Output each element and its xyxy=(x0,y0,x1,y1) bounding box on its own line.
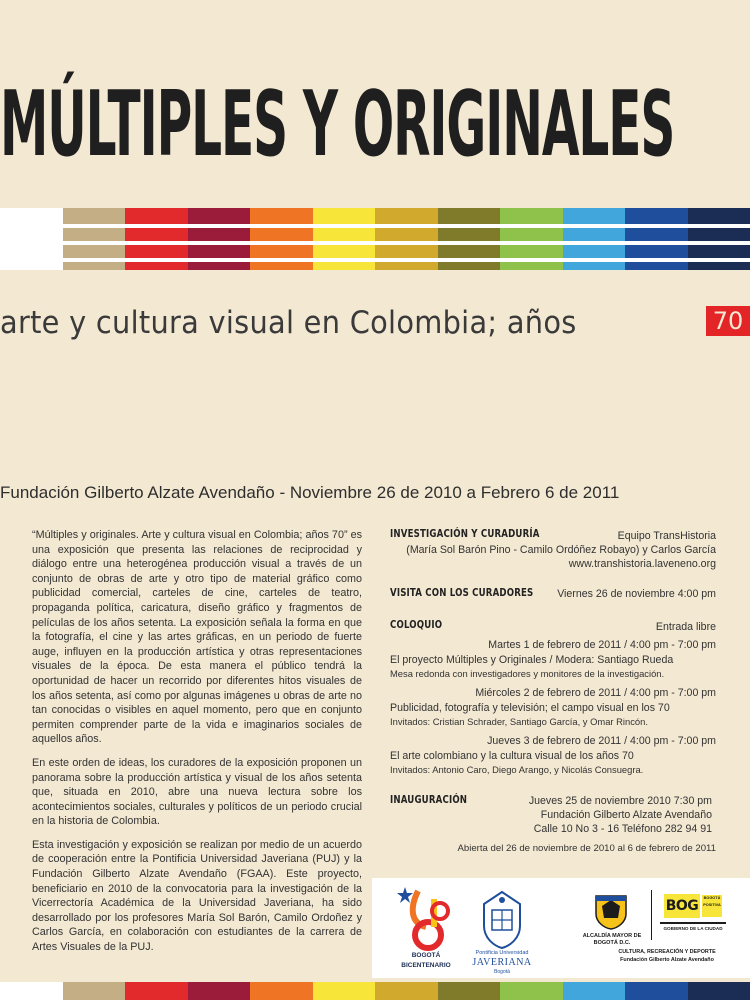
venue-dates-line: Fundación Gilberto Alzate Avendaño - Noviembre 26 de 2010 a Febrero 6 de 2011 xyxy=(0,483,620,502)
session-topic: El arte colombiano y la cultura visual de los años 70 xyxy=(390,750,634,762)
stripe-divider xyxy=(0,241,750,245)
visita-section xyxy=(390,587,716,607)
logo-divider xyxy=(651,890,652,940)
color-stripe xyxy=(563,982,626,1000)
bicentenario-logo xyxy=(396,883,456,963)
bog-side-label: BOGOTÁ POSITIVA xyxy=(702,895,722,917)
session-topic: Publicidad, fotografía y televisión; el campo visual en los 70 xyxy=(390,702,670,714)
color-stripe xyxy=(125,982,188,1000)
entry-note: Entrada libre xyxy=(655,621,716,633)
color-stripe xyxy=(438,982,501,1000)
alcaldia-label: ALCALDÍA MAYOR DE BOGOTÁ D.C. xyxy=(582,933,642,946)
javeriana-name: JAVERIANA xyxy=(472,957,532,968)
description-paragraph: Esta investigación y exposición se realizan por medio de un acuerdo de cooperación entre la Pontificia Universidad Javeriana (PUJ) y la Fundación Gilberto Alzate Avendaño (FGAA). Este proyecto, beneficiario en 2010 de la convocatoria para la investigación de la Vicerrectoría Académica de la Universidad Javeriana, ha sido desarrollado por los profesores María Sol Barón, Camilo Ordoñez y Carlos García, en colaboración con estudiantes de la carrera de Artes Visuales de la PUJ. xyxy=(32,838,362,954)
color-stripe xyxy=(375,982,438,1000)
color-stripe xyxy=(625,982,688,1000)
coloquio-section xyxy=(390,619,716,789)
poster-title: MÚLTIPLES Y ORIGINALES xyxy=(0,72,675,177)
color-stripe xyxy=(250,982,313,1000)
inauguracion-address: Calle 10 No 3 - 16 Teléfono 282 94 91 xyxy=(533,823,712,835)
color-stripe xyxy=(500,982,563,1000)
description-paragraph: “Múltiples y originales. Arte y cultura visual en Colombia; años 70” es una exposición que presenta las relaciones de reciprocidad y diálogo entre una heterogénea producción visual a través de un conjunto de obras de arte y otro tipo de material gráfico como publicidad comercial, carteles de cine, carteles de teatro, propaganda política, caricatura, diseño gráfico y fragmentos de películas de los años setenta. La exposición señala la forma en que la fotografía, el cine y las artes gráficas, en un periodo de fuerte auge, influyen en la producción artística y otras representaciones visuales de la época. De esta manera el público tendrá la oportunidad de hacer un recorrido por diferentes hitos visuales de los años setenta, así como por algunas imágenes u obras de arte no tan conocidas o visibles en aquel momento, pero que en conjunto permiten comprender parte de la vida e imaginarios sociales de aquellos años. xyxy=(32,529,362,746)
color-stripe xyxy=(63,982,126,1000)
color-stripe xyxy=(188,982,251,1000)
sponsor-logos xyxy=(372,878,750,978)
cultura-label: CULTURA, RECREACIÓN Y DEPORTE xyxy=(618,949,716,955)
team-website[interactable]: www.transhistoria.laveneno.org xyxy=(568,558,716,570)
section-heading: INAUGURACIÓN xyxy=(390,794,468,806)
color-stripe xyxy=(0,982,63,1000)
inauguracion-section xyxy=(390,794,716,864)
bogota-shield-icon xyxy=(594,894,628,930)
session-guests: Mesa redonda con investigadores y monitores de la investigación. xyxy=(390,668,665,679)
color-stripe xyxy=(688,982,750,1000)
decade-badge: 70 xyxy=(706,306,750,336)
javeriana-city: Bogotá xyxy=(494,969,510,975)
bog-mark: BOG xyxy=(664,894,700,918)
javeriana-crest-icon xyxy=(474,888,530,950)
session-guests: Invitados: Antonio Caro, Diego Arango, y Nicolás Consuegra. xyxy=(390,764,644,775)
section-heading: COLOQUIO xyxy=(390,619,443,631)
color-stripe xyxy=(313,982,376,1000)
session-date: Jueves 3 de febrero de 2011 / 4:00 pm - 7:00 pm xyxy=(487,735,716,747)
session-guests: Invitados: Cristian Schrader, Santiago García, y Omar Rincón. xyxy=(390,716,648,727)
stripe-divider xyxy=(0,224,750,228)
team-name: Equipo TransHistoria xyxy=(617,530,716,542)
session-date: Martes 1 de febrero de 2011 / 4:00 pm - 7:00 pm xyxy=(488,639,716,651)
javeriana-label: Pontificia Universidad xyxy=(475,950,529,956)
bicentenario-text-top: BOGOTÁ xyxy=(411,952,441,959)
section-heading: INVESTIGACIÓN Y CURADURÍA xyxy=(390,528,540,540)
inauguracion-date: Jueves 25 de noviembre 2010 7:30 pm xyxy=(528,795,712,807)
exhibition-dates: Abierta del 26 de noviembre de 2010 al 6 de febrero de 2011 xyxy=(457,843,716,854)
fundacion-label: Fundación Gilberto Alzate Avendaño xyxy=(620,957,714,963)
investigacion-section xyxy=(390,528,716,578)
bog-sub-label: GOBIERNO DE LA CIUDAD xyxy=(663,926,723,931)
description-text xyxy=(32,528,362,964)
stripe-divider xyxy=(0,258,750,262)
session-topic: El proyecto Múltiples y Originales / Modera: Santiago Rueda xyxy=(390,654,674,666)
section-heading: VISITA CON LOS CURADORES xyxy=(390,587,534,599)
session-date: Miércoles 2 de febrero de 2011 / 4:00 pm - 7:00 pm xyxy=(475,687,716,699)
poster-subtitle: arte y cultura visual en Colombia; años xyxy=(0,305,577,341)
bog-rule xyxy=(660,922,726,924)
color-stripe-band-bottom xyxy=(0,982,750,1000)
inauguracion-place: Fundación Gilberto Alzate Avendaño xyxy=(540,809,712,821)
bicentenario-text-bottom: BICENTENARIO xyxy=(401,962,451,969)
team-members: (María Sol Barón Pino - Camilo Ordóñez Robayo) y Carlos García xyxy=(406,544,716,556)
description-paragraph: En este orden de ideas, los curadores de la exposición proponen un panorama sobre la producción artística y visual de los años setenta que, situada en 2010, abre una nueva lectura sobre los acontecimientos sociales, culturales y políticos de un periodo crucial en la historia de Colombia. xyxy=(32,756,362,828)
visita-date: Viernes 26 de noviembre 4:00 pm xyxy=(557,588,716,600)
